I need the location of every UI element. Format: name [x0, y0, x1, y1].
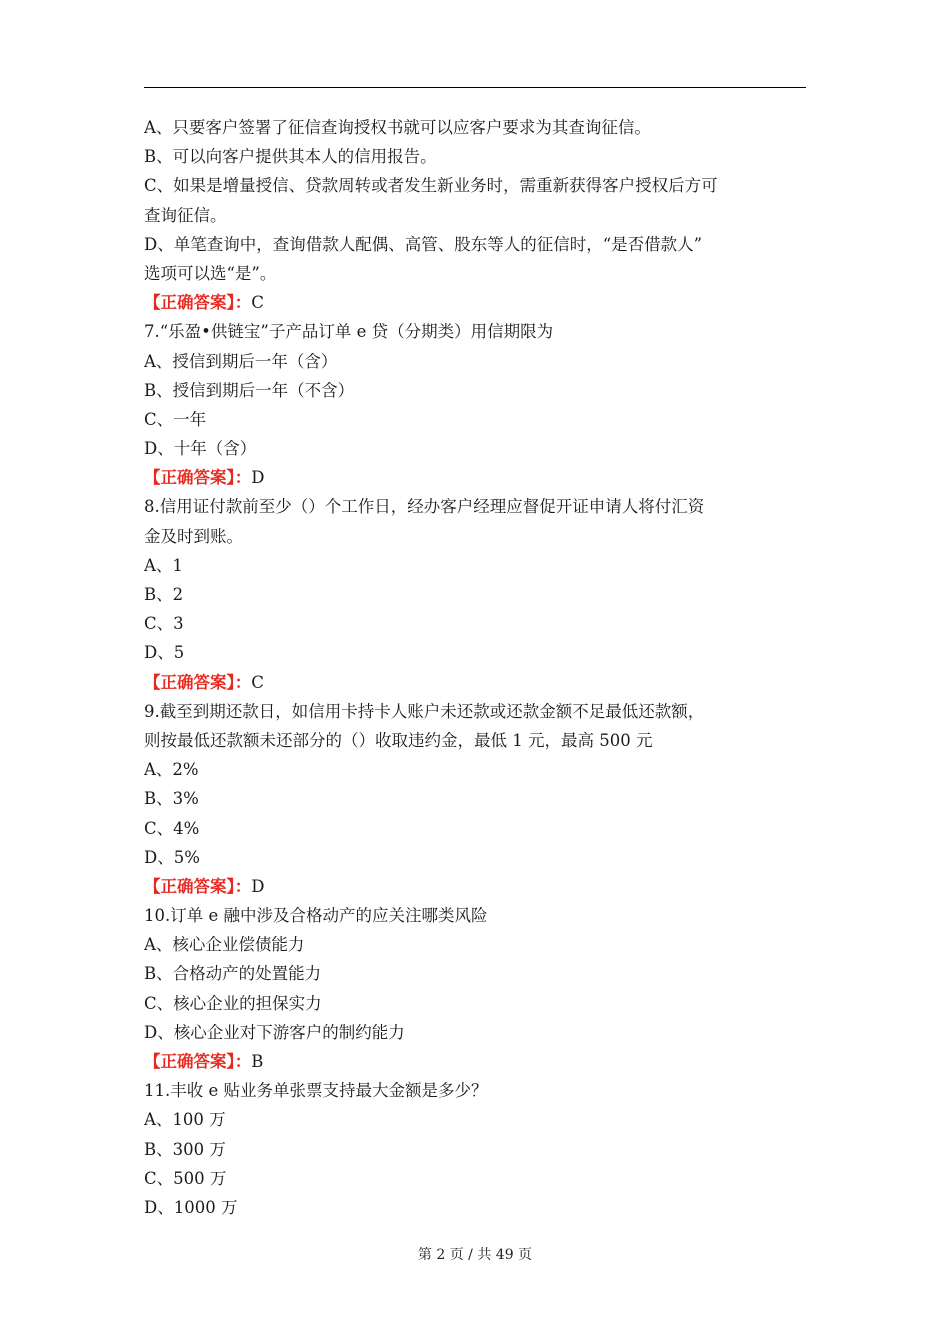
text-line: C、3: [144, 614, 184, 634]
page-footer: 第 2 页 / 共 49 页: [417, 1247, 533, 1263]
text-line: C、4%: [144, 818, 200, 838]
header-rule: [144, 87, 806, 88]
text-line: D、1000 万: [144, 1197, 238, 1217]
text-line: 查询征信。: [144, 205, 227, 225]
text-line: 10.订单 e 融中涉及合格动产的应关注哪类风险: [144, 906, 488, 926]
answer-label: 【正确答案】：: [144, 1052, 252, 1071]
answer-value: D: [251, 468, 265, 488]
text-line: B、300 万: [144, 1139, 226, 1159]
correct-answer: [144, 288, 808, 317]
text-line: 选项可以选“是”。: [144, 263, 277, 283]
correct-answer: [144, 668, 808, 697]
text-line: C、如果是增量授信、贷款周转或者发生新业务时，需重新获得客户授权后方可: [144, 176, 718, 196]
answer-value: C: [251, 672, 264, 692]
answer-value: D: [251, 876, 265, 896]
correct-answer: [144, 872, 808, 901]
text-line: C、500 万: [144, 1168, 227, 1188]
text-line: A、授信到期后一年（含）: [144, 351, 338, 371]
correct-answer: [144, 1047, 808, 1076]
text-line: A、1: [144, 555, 183, 575]
text-line: B、2: [144, 585, 184, 604]
text-line: D、单笔查询中，查询借款人配偶、高管、股东等人的征信时，“是否借款人”: [144, 234, 703, 254]
answer-label: 【正确答案】：: [144, 293, 252, 313]
text-line: A、100 万: [144, 1110, 226, 1130]
answer-value: C: [251, 293, 264, 313]
text-line: A、只要客户签署了征信查询授权书就可以应客户要求为其查询征信。: [144, 118, 651, 137]
text-line: C、核心企业的担保实力: [144, 993, 322, 1013]
text-line: B、合格动产的处置能力: [144, 964, 322, 984]
text-line: D、5%: [144, 847, 200, 867]
text-line: D、核心企业对下游客户的制约能力: [144, 1022, 405, 1042]
text-line: 11.丰收 e 贴业务单张票支持最大金额是多少？: [144, 1081, 488, 1101]
text-line: B、3%: [144, 789, 199, 809]
text-line: D、5: [144, 643, 185, 663]
document-body: [144, 113, 808, 1222]
answer-label: 【正确答案】：: [144, 876, 252, 896]
correct-answer: [144, 463, 808, 492]
text-line: 9.截至到期还款日，如信用卡持卡人账户未还款或还款金额不足最低还款额，: [144, 701, 705, 721]
text-line: 金及时到账。: [144, 526, 243, 546]
answer-label: 【正确答案】：: [144, 468, 252, 488]
text-line: D、十年（含）: [144, 439, 257, 459]
text-line: A、2%: [144, 760, 199, 780]
answer-label: 【正确答案】：: [144, 672, 252, 692]
text-line: C、一年: [144, 409, 207, 429]
text-line: 则按最低还款额未还部分的（）收取违约金，最低 1 元，最高 500 元: [144, 730, 653, 750]
text-line: 8.信用证付款前至少（）个工作日，经办客户经理应督促开证申请人将付汇资: [144, 497, 705, 517]
text-line: B、授信到期后一年（不含）: [144, 380, 355, 400]
text-line: B、可以向客户提供其本人的信用报告。: [144, 147, 437, 167]
answer-value: B: [251, 1052, 264, 1071]
text-line: 7.“乐盈•供链宝”子产品订单 e 贷（分期类）用信期限为: [144, 322, 554, 342]
text-line: A、核心企业偿债能力: [144, 935, 305, 955]
